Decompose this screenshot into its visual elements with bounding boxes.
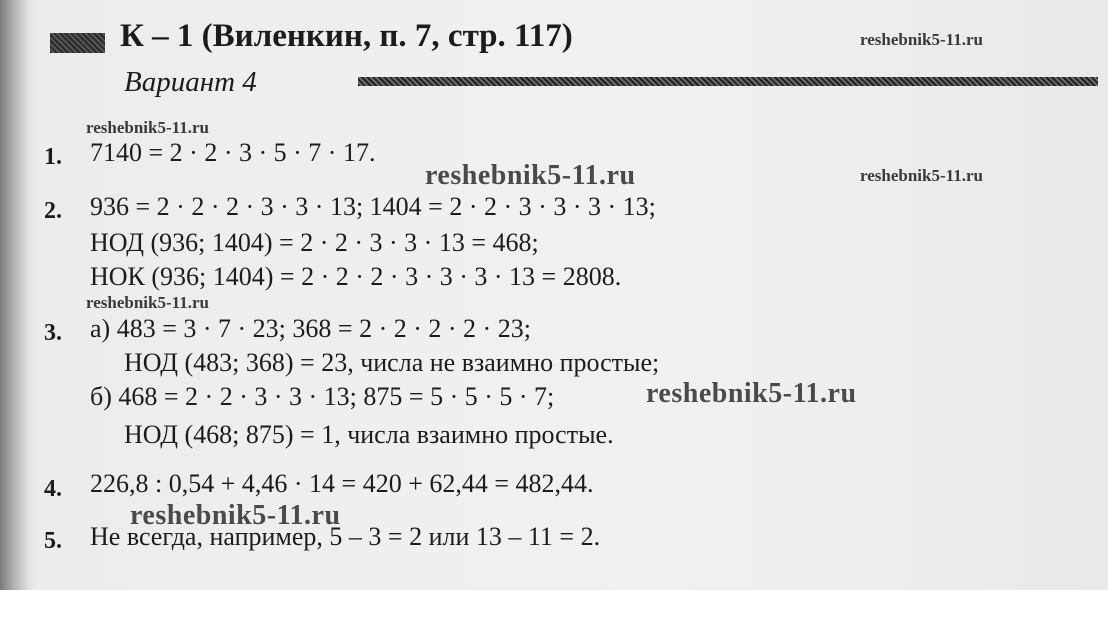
task-number: 5.: [44, 528, 62, 554]
watermark: reshebnik5-11.ru: [646, 378, 857, 409]
task-2-line-1: 936 = 2 · 2 · 2 · 3 · 3 · 13; 1404 = 2 · 2 · 3 · 3 · 3 · 13;: [90, 192, 656, 221]
task-number: 2.: [44, 198, 62, 224]
task-number: 4.: [44, 476, 62, 502]
task-3-line-4: НОД (468; 875) = 1, числа взаимно простые.: [124, 420, 614, 449]
task-3-line-2: НОД (483; 368) = 23, числа не взаимно простые;: [124, 348, 660, 377]
watermark-header: reshebnik5-11.ru: [860, 30, 983, 49]
watermark: reshebnik5-11.ru: [86, 293, 209, 312]
task-5-line: Не всегда, например, 5 – 3 = 2 или 13 – 11 = 2.: [90, 522, 601, 551]
watermark: reshebnik5-11.ru: [425, 160, 636, 191]
heading-marker-block: [50, 33, 105, 53]
task-2-line-3: НОК (936; 1404) = 2 · 2 · 2 · 3 · 3 · 3 · 13 = 2808.: [90, 262, 622, 291]
watermark: reshebnik5-11.ru: [86, 118, 209, 137]
task-3-line-1: а) 483 = 3 · 7 · 23; 368 = 2 · 2 · 2 · 2 · 23;: [90, 314, 531, 343]
task-number: 1.: [44, 144, 62, 170]
task-3-line-3: б) 468 = 2 · 2 · 3 · 3 · 13; 875 = 5 · 5 · 5 · 7;: [90, 382, 555, 411]
heading-rule: [358, 77, 1098, 86]
variant-subtitle: Вариант 4: [124, 66, 257, 98]
task-1-line: 7140 = 2 · 2 · 3 · 5 · 7 · 17.: [90, 138, 376, 167]
task-number: 3.: [44, 320, 62, 346]
watermark: reshebnik5-11.ru: [860, 166, 983, 185]
task-2-line-2: НОД (936; 1404) = 2 · 2 · 3 · 3 · 13 = 468;: [90, 228, 539, 257]
task-4-line: 226,8 : 0,54 + 4,46 · 14 = 420 + 62,44 = 482,44.: [90, 469, 594, 498]
page-title: К – 1 (Виленкин, п. 7, стр. 117): [120, 18, 573, 54]
watermark: reshebnik5-11.ru: [130, 500, 341, 531]
